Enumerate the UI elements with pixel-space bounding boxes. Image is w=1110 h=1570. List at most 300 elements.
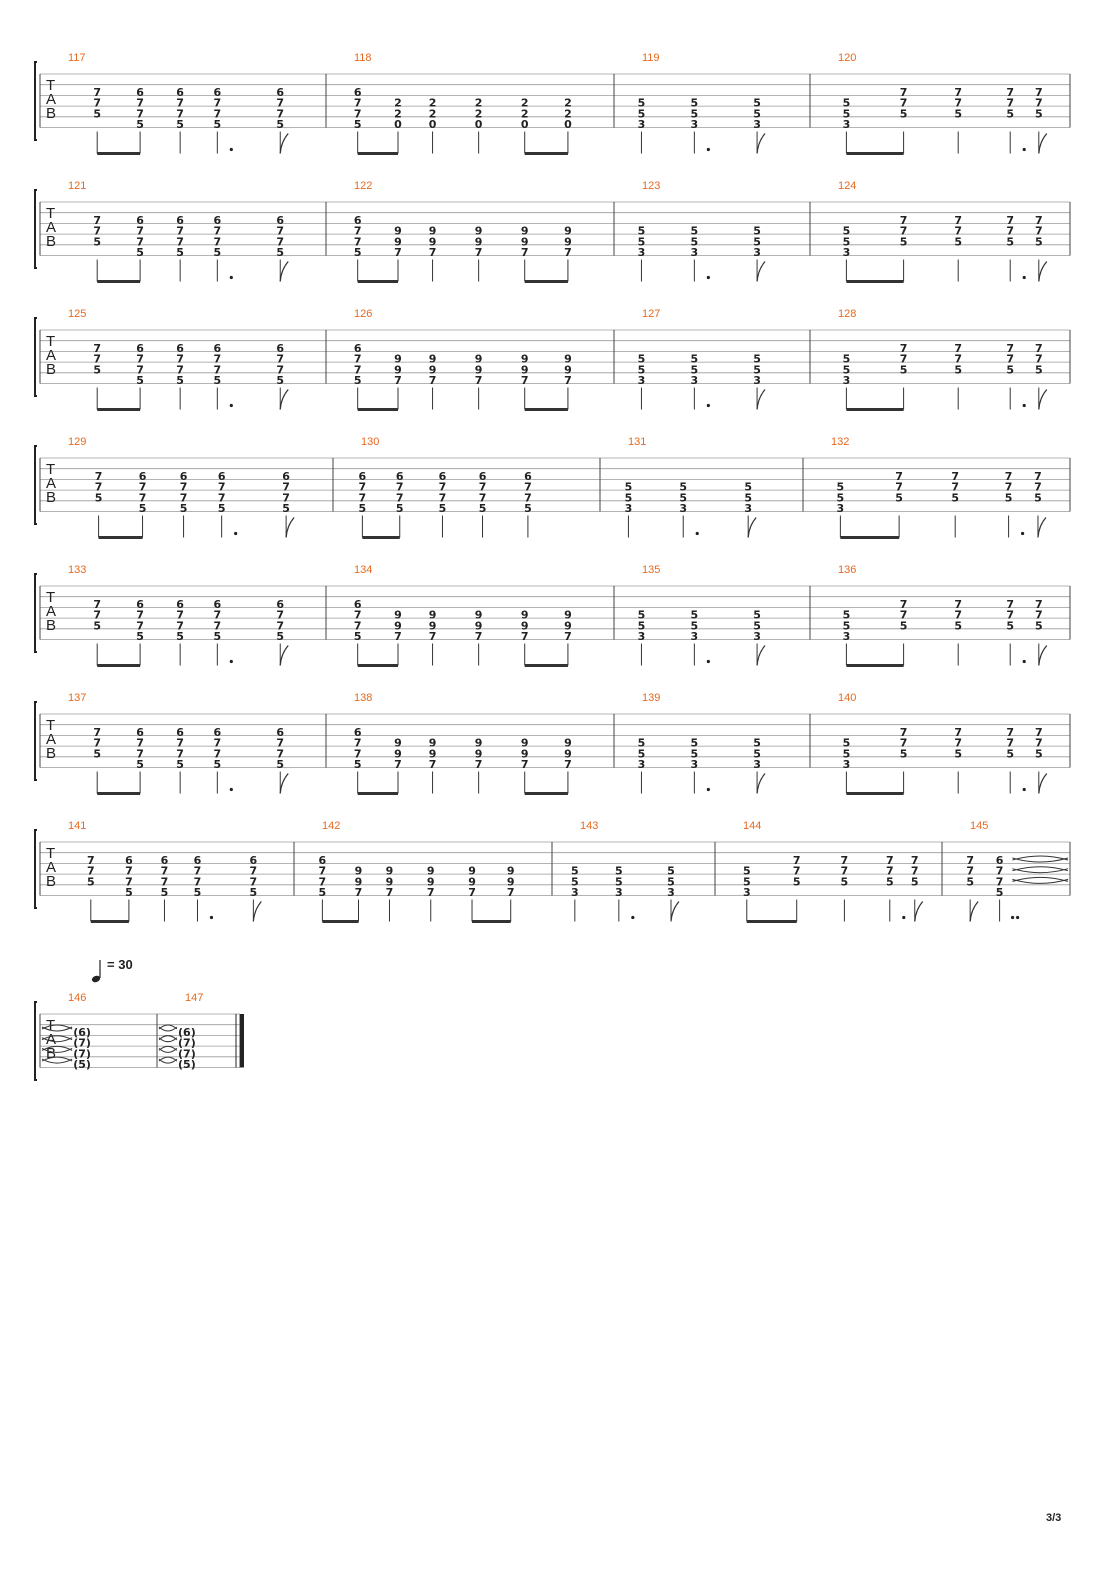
staff-system: [35, 564, 1070, 666]
fret-number: 5: [744, 480, 753, 494]
fret-number: 5: [615, 875, 623, 889]
system-bracket: [35, 1002, 37, 1080]
fret-number: 5: [637, 107, 646, 121]
fret-number: (5): [178, 1058, 196, 1072]
measure-number: 140: [838, 692, 857, 704]
measure: [354, 52, 572, 154]
fret-number: 9: [506, 875, 515, 889]
fret-number: 5: [954, 747, 963, 761]
fret-number: 7: [428, 758, 437, 772]
fret-number: 7: [353, 619, 362, 633]
fret-number: 5: [213, 630, 222, 644]
fret-number: 5: [842, 224, 851, 238]
tab-clef-letter: B: [46, 233, 57, 250]
fret-number: 2: [520, 107, 529, 121]
fret-number: 7: [1006, 342, 1015, 355]
fret-number: 5: [637, 619, 646, 633]
tab-clef-letter: A: [46, 91, 57, 108]
fret-number: 5: [842, 352, 851, 366]
fret-number: 3: [842, 246, 851, 260]
fret-number: 9: [426, 864, 435, 878]
fret-number: 7: [954, 224, 963, 238]
fret-number: 7: [86, 854, 95, 867]
measure: [638, 180, 765, 282]
fret-number: 7: [792, 864, 801, 878]
fret-number: 6: [138, 470, 147, 483]
fret-number: 6: [176, 726, 184, 739]
fret-number: 9: [428, 352, 437, 366]
fret-number: 7: [249, 864, 258, 878]
fret-number: 7: [213, 235, 222, 249]
fret-number: 3: [690, 118, 699, 132]
fret-number: 7: [217, 480, 226, 494]
eighth-flag: [1039, 390, 1047, 410]
measure: [68, 564, 288, 666]
staff-system: [35, 436, 1070, 538]
eighth-flag: [1039, 134, 1047, 154]
fret-number: 9: [428, 363, 437, 377]
fret-number: (7): [178, 1036, 196, 1050]
fret-number: 5: [753, 736, 761, 750]
fret-number: 5: [637, 747, 646, 761]
fret-number: 5: [176, 118, 184, 132]
fret-number: 7: [93, 96, 102, 110]
fret-number: 7: [176, 224, 184, 238]
fret-number: 7: [910, 864, 919, 878]
measure-number: 143: [580, 820, 599, 832]
fret-number: (6): [73, 1026, 91, 1039]
fret-number: 9: [394, 608, 402, 622]
eighth-flag: [1039, 774, 1047, 794]
measure: [743, 820, 923, 922]
fret-number: 9: [428, 736, 437, 750]
fret-number: 5: [1006, 235, 1015, 249]
fret-number: 5: [1034, 619, 1043, 633]
fret-number: 3: [667, 886, 675, 900]
fret-number: 7: [395, 480, 404, 494]
fret-number: 7: [93, 608, 102, 622]
system-bracket: [35, 190, 37, 268]
fret-number: 7: [179, 480, 188, 494]
staff-system: [35, 308, 1070, 410]
fret-number: 7: [954, 352, 963, 366]
fret-number: 0: [564, 118, 572, 132]
tab-clef-letter: A: [46, 1031, 57, 1048]
fret-number: 7: [954, 726, 963, 739]
fret-number: 5: [842, 235, 851, 249]
tie-arc: [159, 1057, 177, 1063]
fret-number: 5: [899, 235, 908, 249]
fret-number: 7: [318, 864, 327, 878]
fret-number: 9: [520, 352, 529, 366]
fret-number: 5: [637, 235, 646, 249]
fret-number: 7: [1006, 608, 1015, 622]
fret-number: 7: [899, 224, 908, 238]
fret-number: 5: [93, 107, 102, 121]
tab-clef-letter: A: [46, 347, 57, 364]
fret-number: 7: [1006, 86, 1015, 99]
measure-number: 126: [354, 308, 373, 320]
fret-number: 5: [742, 875, 751, 889]
fret-number: 7: [1034, 608, 1043, 622]
fret-number: 7: [213, 107, 222, 121]
fret-number: 7: [899, 352, 908, 366]
fret-number: 5: [910, 875, 919, 889]
fret-number: 7: [474, 758, 483, 772]
fret-number: 6: [136, 342, 144, 355]
fret-number: 5: [690, 608, 699, 622]
fret-number: 5: [753, 352, 761, 366]
fret-number: 5: [690, 235, 699, 249]
fret-number: 5: [94, 491, 103, 505]
fret-number: 3: [753, 118, 761, 132]
fret-number: 7: [136, 235, 144, 249]
eighth-flag: [671, 902, 679, 922]
rhythm-dot: [1023, 404, 1026, 407]
measure-number: 128: [838, 308, 857, 320]
measure-number: 138: [354, 692, 373, 704]
fret-number: 5: [842, 736, 851, 750]
fret-number: 7: [276, 736, 285, 750]
measure: [354, 308, 572, 410]
fret-number: 7: [136, 363, 144, 377]
tab-clef-letter: B: [46, 105, 57, 122]
fret-number: 3: [637, 118, 646, 132]
fret-number: 5: [1034, 235, 1043, 249]
fret-number: 7: [564, 246, 572, 260]
fret-number: 5: [954, 107, 963, 121]
fret-number: 7: [966, 854, 974, 867]
fret-number: 7: [1034, 342, 1043, 355]
tab-clef-letter: T: [46, 205, 56, 222]
measure: [838, 308, 1047, 410]
fret-number: 2: [520, 96, 529, 110]
fret-number: 9: [474, 224, 483, 238]
fret-number: 5: [966, 875, 974, 889]
fret-number: 7: [213, 363, 222, 377]
fret-number: 2: [394, 96, 402, 110]
fret-number: 7: [276, 747, 285, 761]
fret-number: 6: [276, 342, 285, 355]
fret-number: 9: [520, 619, 529, 633]
fret-number: 9: [564, 224, 572, 238]
measure-number: 119: [642, 52, 660, 64]
fret-number: 7: [951, 480, 960, 494]
fret-number: 6: [276, 598, 285, 611]
tab-clef-letter: B: [46, 745, 57, 762]
rhythm-dot: [234, 532, 237, 535]
fret-number: 5: [624, 480, 633, 494]
fret-number: 5: [353, 374, 362, 388]
fret-number: 6: [176, 86, 184, 99]
tab-clef-letter: A: [46, 603, 57, 620]
eighth-flag: [280, 646, 288, 666]
rhythm-dot: [696, 532, 699, 535]
fret-number: 7: [1004, 480, 1013, 494]
fret-number: 6: [193, 854, 202, 867]
fret-number: 7: [217, 491, 226, 505]
fret-number: 7: [249, 875, 258, 889]
fret-number: 5: [842, 96, 851, 110]
fret-number: 9: [474, 619, 483, 633]
fret-number: 2: [428, 107, 437, 121]
fret-number: 5: [570, 875, 579, 889]
fret-number: 5: [667, 864, 675, 878]
tab-clef-letter: T: [46, 461, 56, 478]
fret-number: 5: [753, 363, 761, 377]
fret-number: 7: [899, 342, 908, 355]
fret-number: 7: [160, 864, 169, 878]
fret-number: 5: [136, 374, 144, 388]
fret-number: 7: [353, 96, 362, 110]
fret-number: 5: [353, 118, 362, 132]
fret-number: 5: [136, 246, 144, 260]
fret-number: 7: [353, 224, 362, 238]
fret-number: 5: [276, 246, 285, 260]
fret-number: 9: [474, 363, 483, 377]
fret-number: 5: [954, 619, 963, 633]
rhythm-dot: [210, 916, 213, 919]
systems-layer: [35, 52, 1070, 1080]
measure: [638, 308, 765, 410]
rhythm-dot: [707, 148, 710, 151]
fret-number: 3: [690, 374, 699, 388]
eighth-flag: [1039, 646, 1047, 666]
fret-number: 7: [1034, 598, 1043, 611]
measure-number: 141: [68, 820, 87, 832]
eighth-flag: [757, 134, 765, 154]
fret-number: 3: [637, 374, 646, 388]
fret-number: 9: [385, 875, 394, 889]
fret-number: 5: [524, 502, 532, 516]
staff-system: [35, 692, 1070, 794]
measure: [354, 692, 572, 794]
fret-number: 7: [840, 854, 849, 867]
fret-number: 7: [1034, 470, 1042, 483]
fret-number: 6: [318, 854, 327, 867]
measure-number: 147: [185, 992, 204, 1004]
fret-number: 7: [564, 630, 572, 644]
fret-number: 5: [1006, 619, 1015, 633]
fret-number: 7: [438, 480, 447, 494]
fret-number: 5: [637, 363, 646, 377]
fret-number: 7: [395, 491, 404, 505]
measure: [354, 180, 572, 282]
svg-text:= 30: = 30: [107, 957, 133, 972]
fret-number: 7: [176, 352, 184, 366]
fret-number: 7: [524, 491, 532, 505]
fret-number: 7: [276, 224, 285, 238]
measure: [68, 436, 294, 538]
fret-number: 5: [836, 491, 845, 505]
fret-number: 5: [679, 491, 688, 505]
fret-number: 7: [213, 608, 222, 622]
measure: [966, 820, 1068, 922]
rhythm-dot: [707, 660, 710, 663]
system-bracket: [35, 702, 37, 780]
fret-number: 7: [474, 374, 483, 388]
fret-number: 7: [179, 491, 188, 505]
tie-arc: [159, 1036, 177, 1042]
fret-number: 5: [624, 491, 633, 505]
fret-number: 9: [428, 619, 437, 633]
tempo-value: 30: [118, 957, 133, 972]
fret-number: 5: [954, 363, 963, 377]
tab-clef-letter: B: [46, 489, 57, 506]
fret-number: 5: [899, 363, 908, 377]
staff-system: [35, 52, 1070, 154]
fret-number: 7: [954, 214, 963, 227]
fret-number: 9: [520, 747, 529, 761]
fret-number: 6: [125, 854, 133, 867]
measure: [838, 692, 1047, 794]
fret-number: 7: [840, 864, 849, 878]
fret-number: 6: [176, 214, 184, 227]
fret-number: 7: [1034, 736, 1043, 750]
fret-number: 7: [1034, 352, 1043, 366]
fret-number: 7: [954, 608, 963, 622]
fret-number: 7: [282, 491, 290, 505]
eighth-flag: [757, 390, 765, 410]
fret-number: 7: [318, 875, 327, 889]
fret-number: 7: [93, 352, 102, 366]
fret-number: 5: [690, 224, 699, 238]
fret-number: 3: [753, 630, 761, 644]
system-bracket: [35, 830, 37, 908]
fret-number: 7: [276, 363, 285, 377]
measure-number: 146: [68, 992, 87, 1004]
eighth-flag: [757, 646, 765, 666]
eighth-flag: [286, 518, 294, 538]
rhythm-dot: [230, 788, 233, 791]
fret-number: 5: [213, 246, 222, 260]
fret-number: 7: [474, 630, 483, 644]
measure-number: 139: [642, 692, 661, 704]
fret-number: 7: [354, 886, 363, 900]
tab-clef-letter: B: [46, 361, 57, 378]
fret-number: 2: [474, 107, 483, 121]
fret-number: 9: [428, 747, 437, 761]
fret-number: 3: [690, 630, 699, 644]
rhythm-dot: [230, 404, 233, 407]
fret-number: 7: [899, 86, 908, 99]
fret-number: 5: [176, 246, 184, 260]
rhythm-dot: [230, 148, 233, 151]
fret-number: 7: [93, 736, 102, 750]
fret-number: 5: [895, 491, 903, 505]
fret-number: 6: [176, 598, 184, 611]
fret-number: 6: [213, 342, 222, 355]
fret-number: 7: [176, 747, 184, 761]
fret-number: 7: [910, 854, 919, 867]
fret-number: 7: [213, 619, 222, 633]
fret-number: (6): [178, 1026, 196, 1039]
rhythm-dot: [707, 276, 710, 279]
fret-number: 9: [394, 736, 402, 750]
fret-number: 6: [524, 470, 532, 483]
eighth-flag: [1038, 518, 1046, 538]
fret-number: 7: [136, 107, 144, 121]
measure: [359, 436, 533, 538]
fret-number: 9: [354, 864, 363, 878]
fret-number: 7: [1034, 726, 1043, 739]
fret-number: 0: [520, 118, 529, 132]
eighth-flag: [970, 902, 978, 922]
fret-number: 7: [520, 758, 529, 772]
fret-number: 5: [93, 747, 102, 761]
fret-number: 5: [1034, 107, 1043, 121]
fret-number: 9: [426, 875, 435, 889]
fret-number: 7: [136, 352, 144, 366]
fret-number: 9: [474, 736, 483, 750]
fret-number: 6: [160, 854, 169, 867]
fret-number: 5: [840, 875, 849, 889]
fret-number: 7: [1034, 86, 1043, 99]
fret-number: 7: [276, 608, 285, 622]
fret-number: 9: [428, 608, 437, 622]
fret-number: 7: [136, 736, 144, 750]
fret-number: (7): [178, 1047, 196, 1061]
fret-number: 6: [276, 726, 285, 739]
fret-number: 3: [570, 886, 579, 900]
system-bracket: [35, 446, 37, 524]
eighth-flag: [748, 518, 756, 538]
eighth-flag: [757, 774, 765, 794]
fret-number: 5: [753, 107, 761, 121]
measure-number: 144: [743, 820, 762, 832]
fret-number: 9: [520, 608, 529, 622]
rhythm-dot: [1023, 148, 1026, 151]
fret-number: 7: [520, 630, 529, 644]
rhythm-dot: [230, 660, 233, 663]
fret-number: 6: [213, 726, 222, 739]
fret-number: 7: [93, 342, 102, 355]
fret-number: 5: [753, 747, 761, 761]
measure: [68, 180, 288, 282]
fret-number: 9: [385, 864, 394, 878]
tab-clef-letter: T: [46, 717, 56, 734]
fret-number: 7: [176, 619, 184, 633]
fret-number: 6: [353, 214, 362, 227]
measure-number: 131: [628, 436, 647, 448]
fret-number: 5: [1006, 107, 1015, 121]
fret-number: 3: [690, 246, 699, 260]
page-number: 3/3: [1046, 1512, 1062, 1524]
measure: [68, 820, 261, 922]
fret-number: 7: [136, 96, 144, 110]
fret-number: 7: [213, 96, 222, 110]
fret-number: 7: [966, 864, 974, 878]
fret-number: 7: [564, 374, 572, 388]
tab-clef-letter: T: [46, 333, 56, 350]
eighth-flag: [915, 902, 923, 922]
fret-number: 6: [353, 342, 362, 355]
fret-number: 5: [570, 864, 579, 878]
measure-number: 142: [322, 820, 341, 832]
fret-number: 5: [358, 502, 367, 516]
measure: [68, 692, 288, 794]
fret-number: 6: [136, 598, 144, 611]
fret-number: 7: [353, 235, 362, 249]
fret-number: 7: [520, 374, 529, 388]
fret-number: 5: [842, 107, 851, 121]
fret-number: 5: [478, 502, 487, 516]
fret-number: 3: [637, 246, 646, 260]
fret-number: 3: [615, 886, 623, 900]
fret-number: 7: [213, 352, 222, 366]
fret-number: 7: [438, 491, 447, 505]
measure: [159, 992, 203, 1071]
